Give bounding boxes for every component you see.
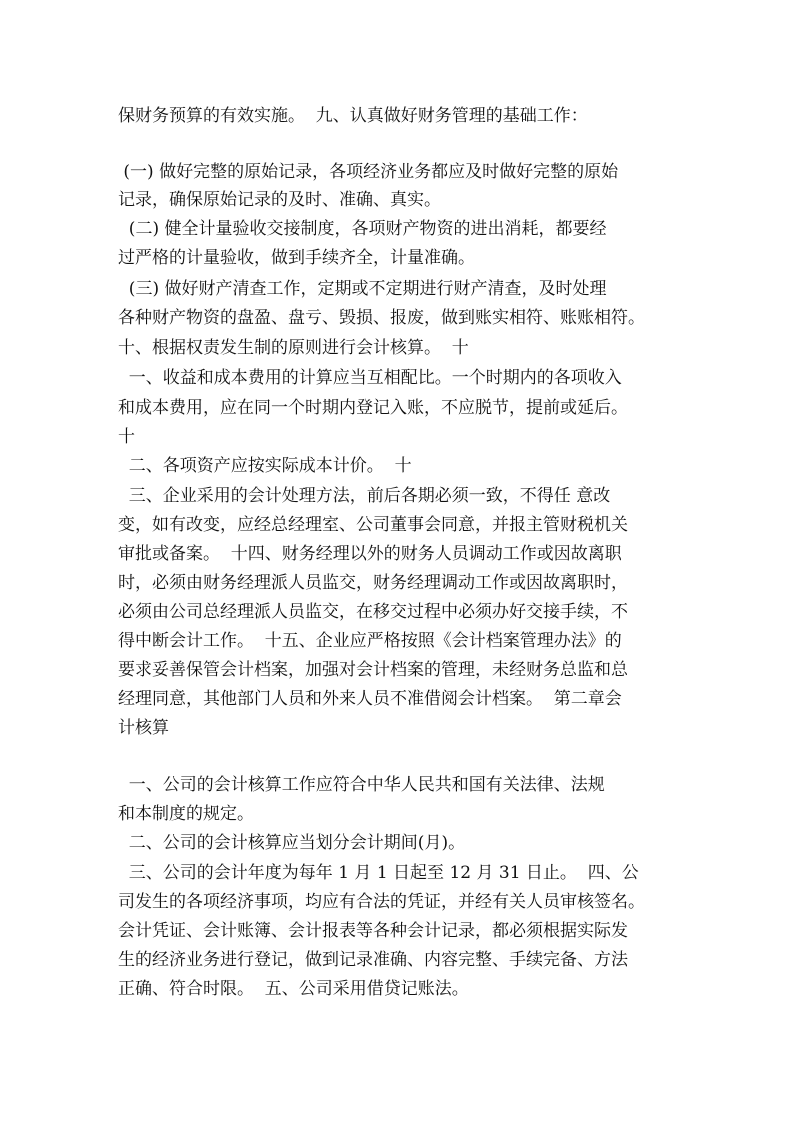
text-line: 生的经济业务进行登记，做到记录准确、内容完整、手续完备、方法 — [118, 950, 628, 970]
text-line: 二、各项资产应按实际成本计价。 十 — [118, 456, 412, 476]
text-line: 十、根据权责发生制的原则进行会计核算。 十 — [118, 338, 469, 358]
text-line: 一、收益和成本费用的计算应当互相配比。一个时期内的各项收入 — [118, 368, 622, 388]
text-line: 过严格的计量验收，做到手续齐全，计量准确。 — [118, 248, 475, 268]
text-line: 计核算 — [118, 718, 169, 738]
text-line: 二、公司的会计核算应当划分会计期间(月)。 — [118, 833, 466, 853]
text-line: (三) 做好财产清查工作，定期或不定期进行财产清查，及时处理 — [118, 279, 607, 299]
text-line: (二) 健全计量验收交接制度，各项财产物资的进出消耗，都要经 — [118, 219, 607, 239]
text-line: 时，必须由财务经理派人员监交，财务经理调动工作或因故离职时， — [118, 573, 628, 593]
text-line: 和本制度的规定。 — [118, 804, 254, 824]
text-line: 三、企业采用的会计处理方法，前后各期必须一致，不得任 意改 — [118, 486, 611, 506]
text-line: 各种财产物资的盘盈、盘亏、毁损、报废，做到账实相符、账账相符。 — [118, 308, 645, 328]
text-line: 一、公司的会计核算工作应符合中华人民共和国有关法律、法规 — [118, 775, 605, 795]
text-line: 变，如有改变，应经总经理室、公司董事会同意，并报主管财税机关 — [118, 515, 628, 535]
text-line: 必须由公司总经理派人员监交，在移交过程中必须办好交接手续，不 — [118, 602, 628, 622]
text-line: 正确、符合时限。 五、公司采用借贷记账法。 — [118, 979, 469, 999]
text-line: 十 — [118, 427, 135, 447]
text-line: 会计凭证、会计账簿、会计报表等各种会计记录，都必须根据实际发 — [118, 921, 628, 941]
text-line: (一) 做好完整的原始记录，各项经济业务都应及时做好完整的原始 — [118, 162, 619, 182]
text-line: 司发生的各项经济事项，均应有合法的凭证，并经有关人员审核签名。 — [118, 892, 645, 912]
text-line: 经理同意，其他部门人员和外来人员不准借阅会计档案。 第二章会 — [118, 689, 622, 709]
text-line: 得中断会计工作。 十五、企业应严格按照《会计档案管理办法》的 — [118, 631, 622, 651]
text-line: 三、公司的会计年度为每年 1 月 1 日起至 12 月 31 日止。 四、公 — [118, 863, 639, 883]
text-line: 和成本费用，应在同一个时期内登记入账，不应脱节，提前或延后。 — [118, 398, 628, 418]
text-line: 保财务预算的有效实施。 九、认真做好财务管理的基础工作： — [118, 106, 588, 126]
text-line: 记录，确保原始记录的及时、准确、真实。 — [118, 190, 441, 210]
text-line: 审批或备案。 十四、财务经理以外的财务人员调动工作或因故离职 — [118, 544, 622, 564]
text-line: 要求妥善保管会计档案，加强对会计档案的管理，未经财务总监和总 — [118, 660, 628, 680]
